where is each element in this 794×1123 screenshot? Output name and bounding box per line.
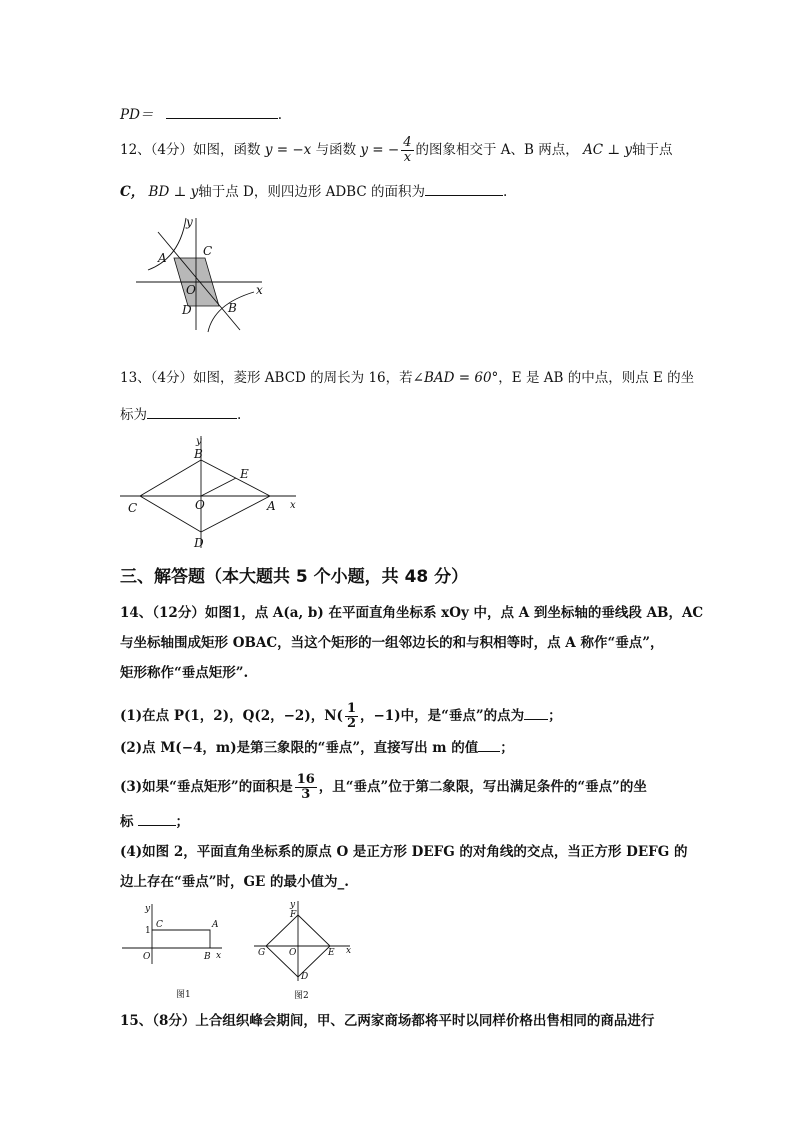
- q12-fraction: $\frac{4}{x}$: [403, 135, 412, 165]
- q15-line: 15、（8分）上合组织峰会期间，甲、乙两家商场都将平时以同样价格出售相同的商品进行: [120, 1013, 655, 1029]
- q12-label-C: C: [203, 244, 213, 258]
- q12-line1: 12、（4分）如图，函数 y = −x 与函数 y = − $\frac{4}{x}$ 的图象相交于 A、B 两点， AC ⊥ y轴于点: [120, 135, 673, 165]
- q12-answer-blank[interactable]: [425, 181, 503, 196]
- fig2-label-E: E: [328, 948, 335, 958]
- q13-label-B: B: [194, 447, 203, 461]
- fig1-caption: 图1: [176, 990, 191, 1000]
- q13-label-O: O: [195, 498, 205, 512]
- q13-line1: 13、（4分）如图，菱形 ABCD 的周长为 16，若∠BAD = 60°，E 是 AB 的中点，则点 E 的坐: [120, 370, 695, 386]
- q12-line2: C， BD ⊥ y轴于点 D，则四边形 ADBC 的面积为 .: [120, 181, 507, 202]
- fig2-label-F: F: [290, 910, 297, 920]
- fig2-label-G: G: [258, 948, 266, 958]
- fig1-rectangle: [152, 930, 210, 948]
- q14-sub1-blank[interactable]: [524, 705, 548, 720]
- q14-sub3: (3)如果“垂点矩形”的面积是 $\frac{16}{3}$ ，且“垂点”位于第二象限，写出满足条件的“垂点”的坐: [120, 772, 647, 802]
- q13-label-y: y: [196, 436, 202, 447]
- q14-sub4-line1: (4)如图 2，平面直角坐标系的原点 O 是正方形 DEFG 的对角线的交点，当正方形 DEFG 的: [120, 844, 688, 860]
- q12-label-D: D: [182, 303, 192, 317]
- fig1-label-1: 1: [145, 926, 151, 936]
- q12-label-A: A: [158, 251, 167, 265]
- q12-line-y-neg-x: [158, 232, 240, 330]
- fig1-label-O: O: [143, 952, 151, 962]
- pd-answer-blank[interactable]: [166, 104, 278, 119]
- fig2-label-D: D: [301, 972, 309, 982]
- fig2-label-O: O: [289, 948, 297, 958]
- q14-figure-1: [118, 898, 230, 1002]
- fig1-label-A: A: [212, 920, 219, 930]
- q14-sub1: (1)在点 P(1，2)，Q(2，−2)，N( $\frac{1}{2}$ ，−1)中，是“垂点”的点为 ；: [120, 701, 562, 731]
- q14-sub4-line2: 边上存在“垂点”时，GE 的最小值为_.: [120, 874, 349, 890]
- q13-label-x: x: [290, 500, 296, 511]
- q12-label-B: B: [228, 301, 237, 315]
- fig1-label-x: x: [216, 951, 222, 961]
- q14-sub2: (2)点 M(−4，m)是第三象限的“垂点”，直接写出 m 的值 ；: [120, 737, 514, 758]
- fig2-label-y: y: [290, 900, 296, 910]
- q13-answer-blank[interactable]: [147, 404, 237, 419]
- q13-segment-OE: [201, 478, 236, 496]
- q13-label-C: C: [128, 501, 138, 515]
- q14-sub2-blank[interactable]: [478, 737, 500, 752]
- q12-label-O: O: [186, 283, 196, 297]
- q14-sub1-fraction: $\frac{1}{2}$: [346, 701, 356, 731]
- fig2-caption: 图2: [294, 991, 309, 1001]
- q12-func1: y = −x: [264, 142, 312, 158]
- q12-label-y: y: [186, 215, 193, 229]
- pd-line: PD＝ .: [120, 104, 282, 125]
- q13-label-A: A: [267, 499, 276, 513]
- q14-para-2: 与坐标轴围成矩形 OBAC，当这个矩形的一组邻边长的和与积相等时，点 A 称作“垂点”，: [120, 635, 664, 651]
- q14-para-1: 14、（12分）如图1，点 A(a, b) 在平面直角坐标系 xOy 中，点 A 到坐标轴的垂线段 AB，AC: [120, 605, 704, 621]
- q13-angle: ∠BAD = 60°: [412, 370, 499, 386]
- q14-sub3-fraction: $\frac{16}{3}$: [296, 772, 315, 802]
- q14-sub3-line2: 标 ；: [120, 811, 189, 832]
- q14-figure-2: [250, 895, 362, 1003]
- q12-label-x: x: [256, 283, 263, 297]
- q12-figure: [130, 212, 270, 337]
- pd-label: PD＝: [120, 107, 154, 123]
- q13-figure: [118, 432, 308, 552]
- q13-label-E: E: [240, 467, 249, 481]
- fig1-label-C: C: [156, 920, 163, 930]
- fig2-label-x: x: [346, 946, 352, 956]
- q14-para-3: 矩形称作“垂点矩形”.: [120, 665, 249, 681]
- q13-line2: 标为 .: [120, 404, 241, 425]
- fig1-label-B: B: [204, 952, 211, 962]
- section-3-heading: 三、解答题（本大题共 5 个小题，共 48 分）: [120, 567, 469, 587]
- q13-label-D: D: [194, 536, 204, 550]
- q14-sub3-blank[interactable]: [138, 811, 176, 826]
- fig1-label-y: y: [145, 904, 151, 914]
